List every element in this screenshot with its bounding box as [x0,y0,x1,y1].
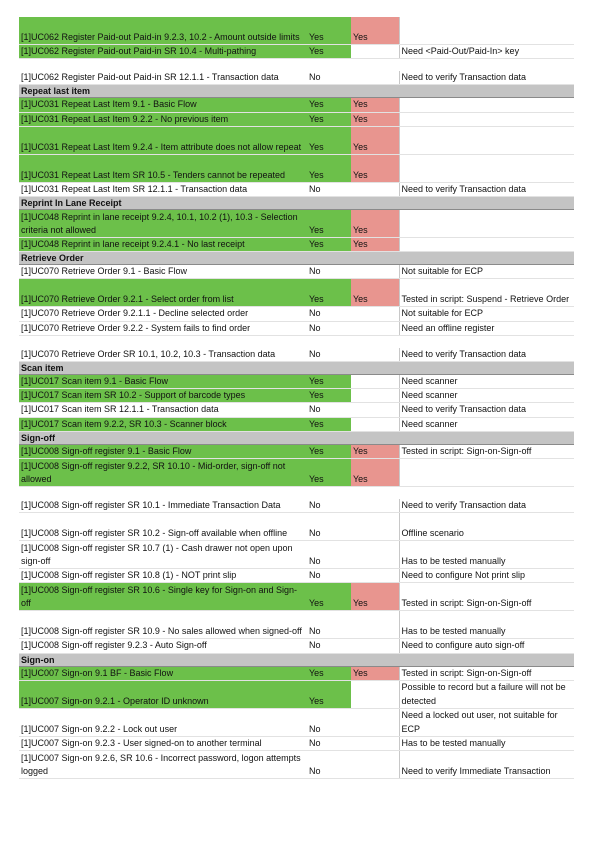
recorded-cell: No [307,321,351,335]
table-row [19,182,574,196]
table-row [19,499,574,513]
section-header-row [19,431,574,444]
table-row [19,321,574,335]
test-case-cell: [1]UC017 Scan item 9.2.2, SR 10.3 - Scanner block [19,417,307,431]
test-case-cell: [1]UC007 Sign-on 9.1 BF - Basic Flow [19,666,307,680]
recorded-cell: No [307,307,351,321]
section-title: Sign-on [19,653,574,666]
comment-cell [399,210,574,238]
recorded-cell: No [307,403,351,417]
table-row [19,541,574,569]
recorded-cell: No [307,639,351,653]
blank-cell [307,335,351,348]
passed-cell [351,182,399,196]
blank-cell [399,487,574,500]
table-row [19,444,574,458]
table-row [19,569,574,583]
comment-cell [399,238,574,252]
table-row [19,680,574,708]
recorded-cell: Yes [307,444,351,458]
recorded-cell: No [307,736,351,750]
comment-cell: Need to verify Transaction data [399,182,574,196]
recorded-cell: No [307,348,351,362]
passed-cell: Yes [351,154,399,182]
comment-cell: Need scanner [399,375,574,389]
passed-cell [351,45,399,59]
test-case-cell: [1]UC008 Sign-off register SR 10.1 - Immediate Transaction Data [19,499,307,513]
test-case-cell: [1]UC062 Register Paid-out Paid-in 9.2.3, 10.2 - Amount outside limits [19,17,307,45]
test-case-cell: [1]UC017 Scan item SR 12.1.1 - Transaction data [19,403,307,417]
table-row [19,17,574,45]
comment-cell: Need to verify Transaction data [399,403,574,417]
test-case-cell: [1]UC031 Repeat Last Item SR 10.5 - Tenders cannot be repeated [19,154,307,182]
table-row [19,583,574,611]
test-case-cell: [1]UC031 Repeat Last Item 9.1 - Basic Flow [19,98,307,112]
passed-cell [351,375,399,389]
test-case-cell: [1]UC007 Sign-on 9.2.2 - Lock out user [19,708,307,736]
section-header-row [19,252,574,265]
test-case-cell: [1]UC017 Scan item 9.1 - Basic Flow [19,375,307,389]
table-row [19,751,574,779]
blank-cell [19,59,307,72]
table-row [19,126,574,154]
comment-cell: Need <Paid-Out/Paid-In> key [399,45,574,59]
blank-cell [19,487,307,500]
recorded-cell: No [307,751,351,779]
passed-cell [351,307,399,321]
section-header-row [19,85,574,98]
passed-cell: Yes [351,238,399,252]
passed-cell [351,736,399,750]
test-case-cell: [1]UC008 Sign-off register 9.2.3 - Auto Sign-off [19,639,307,653]
table-row [19,389,574,403]
test-case-cell: [1]UC008 Sign-off register SR 10.9 - No sales allowed when signed-off [19,611,307,639]
comment-cell: Need scanner [399,389,574,403]
passed-cell [351,680,399,708]
passed-cell: Yes [351,444,399,458]
passed-cell [351,265,399,279]
test-case-cell: [1]UC070 Retrieve Order 9.2.2 - System fails to find order [19,321,307,335]
test-case-cell: [1]UC070 Retrieve Order 9.2.1.1 - Decline selected order [19,307,307,321]
test-case-cell: [1]UC007 Sign-on 9.2.6, SR 10.6 - Incorrect password, logon attempts logged [19,751,307,779]
test-case-cell: [1]UC007 Sign-on 9.2.3 - User signed-on to another terminal [19,736,307,750]
table-row [19,417,574,431]
test-case-cell: [1]UC008 Sign-off register SR 10.8 (1) - NOT print slip [19,569,307,583]
blank-row [19,335,574,348]
recorded-cell: Yes [307,389,351,403]
blank-cell [19,335,307,348]
recorded-cell: No [307,513,351,541]
passed-cell [351,541,399,569]
section-title: Reprint In Lane Receipt [19,197,574,210]
passed-cell: Yes [351,210,399,238]
recorded-cell: Yes [307,17,351,45]
passed-cell [351,71,399,85]
passed-cell: Yes [351,279,399,307]
passed-cell [351,569,399,583]
blank-cell [399,59,574,72]
comment-cell: Tested in script: Sign-on-Sign-off [399,583,574,611]
passed-cell [351,611,399,639]
passed-cell: Yes [351,98,399,112]
comment-cell: Need a locked out user, not suitable for ECP [399,708,574,736]
passed-cell [351,403,399,417]
passed-cell [351,639,399,653]
recorded-cell: Yes [307,98,351,112]
blank-cell [351,335,399,348]
comment-cell: Need to verify Immediate Transaction [399,751,574,779]
recorded-cell: Yes [307,459,351,487]
table-row [19,71,574,85]
section-header-row [19,653,574,666]
test-case-cell: [1]UC008 Sign-off register 9.1 - Basic Flow [19,444,307,458]
recorded-cell: No [307,708,351,736]
comment-cell [399,459,574,487]
table-row [19,639,574,653]
table-row [19,666,574,680]
recorded-cell: Yes [307,126,351,154]
test-case-cell: [1]UC048 Reprint in lane receipt 9.2.4, 10.1, 10.2 (1), 10.3 - Selection criteria not allowed [19,210,307,238]
recorded-cell: Yes [307,417,351,431]
table-row [19,708,574,736]
table-row [19,154,574,182]
recorded-cell: No [307,569,351,583]
comment-cell: Tested in script: Suspend - Retrieve Order [399,279,574,307]
comment-cell [399,98,574,112]
blank-cell [351,487,399,500]
test-case-cell: [1]UC008 Sign-off register SR 10.7 (1) - Cash drawer not open upon sign-off [19,541,307,569]
recorded-cell: Yes [307,583,351,611]
test-case-cell: [1]UC008 Sign-off register SR 10.6 - Single key for Sign-on and Sign-off [19,583,307,611]
passed-cell [351,417,399,431]
table-row [19,348,574,362]
comment-cell: Need to verify Transaction data [399,71,574,85]
passed-cell [351,499,399,513]
test-case-table [19,17,574,779]
passed-cell: Yes [351,459,399,487]
test-case-cell: [1]UC070 Retrieve Order 9.2.1 - Select order from list [19,279,307,307]
comment-cell: Need to verify Transaction data [399,499,574,513]
table-row [19,265,574,279]
blank-cell [399,335,574,348]
comment-cell [399,17,574,45]
passed-cell: Yes [351,112,399,126]
recorded-cell: No [307,541,351,569]
table-row [19,736,574,750]
table-row [19,210,574,238]
comment-cell: Tested in script: Sign-on-Sign-off [399,666,574,680]
test-case-cell: [1]UC048 Reprint in lane receipt 9.2.4.1 - No last receipt [19,238,307,252]
comment-cell: Has to be tested manually [399,611,574,639]
test-case-cell: [1]UC031 Repeat Last Item 9.2.4 - Item attribute does not allow repeat [19,126,307,154]
comment-cell: Need an offline register [399,321,574,335]
comment-cell: Not suitable for ECP [399,265,574,279]
test-case-cell: [1]UC062 Register Paid-out Paid-in SR 12.1.1 - Transaction data [19,71,307,85]
passed-cell: Yes [351,583,399,611]
blank-row [19,487,574,500]
recorded-cell: Yes [307,279,351,307]
table-row [19,45,574,59]
test-case-cell: [1]UC017 Scan item SR 10.2 - Support of barcode types [19,389,307,403]
blank-cell [307,487,351,500]
comment-cell: Tested in script: Sign-on-Sign-off [399,444,574,458]
test-case-cell: [1]UC062 Register Paid-out Paid-in SR 10.4 - Multi-pathing [19,45,307,59]
table-row [19,611,574,639]
section-title: Repeat last item [19,85,574,98]
recorded-cell: No [307,499,351,513]
table-row [19,403,574,417]
section-title: Retrieve Order [19,252,574,265]
passed-cell [351,321,399,335]
blank-row [19,59,574,72]
comment-cell: Need to verify Transaction data [399,348,574,362]
comment-cell: Offline scenario [399,513,574,541]
comment-cell: Possible to record but a failure will not be detected [399,680,574,708]
comment-cell [399,112,574,126]
passed-cell [351,708,399,736]
comment-cell: Not suitable for ECP [399,307,574,321]
table-row [19,375,574,389]
comment-cell: Need scanner [399,417,574,431]
passed-cell: Yes [351,126,399,154]
table-row [19,279,574,307]
section-header-row [19,197,574,210]
recorded-cell: No [307,182,351,196]
test-case-cell: [1]UC070 Retrieve Order SR 10.1, 10.2, 10.3 - Transaction data [19,348,307,362]
recorded-cell: Yes [307,680,351,708]
passed-cell [351,513,399,541]
recorded-cell: Yes [307,238,351,252]
table-row [19,513,574,541]
passed-cell: Yes [351,17,399,45]
test-case-cell: [1]UC031 Repeat Last Item 9.2.2 - No previous item [19,112,307,126]
section-title: Scan item [19,362,574,375]
comment-cell [399,126,574,154]
comment-cell: Need to configure auto sign-off [399,639,574,653]
comment-cell: Need to configure Not print slip [399,569,574,583]
section-title: Sign-off [19,431,574,444]
blank-cell [351,59,399,72]
comment-cell: Has to be tested manually [399,541,574,569]
section-header-row [19,362,574,375]
table-row [19,459,574,487]
table-row [19,238,574,252]
test-case-cell: [1]UC070 Retrieve Order 9.1 - Basic Flow [19,265,307,279]
recorded-cell: Yes [307,666,351,680]
recorded-cell: No [307,71,351,85]
recorded-cell: Yes [307,375,351,389]
passed-cell [351,751,399,779]
recorded-cell: No [307,265,351,279]
test-case-cell: [1]UC007 Sign-on 9.2.1 - Operator ID unknown [19,680,307,708]
table-body [19,17,574,779]
test-case-cell: [1]UC031 Repeat Last Item SR 12.1.1 - Transaction data [19,182,307,196]
recorded-cell: Yes [307,45,351,59]
table-row [19,112,574,126]
table-row [19,307,574,321]
recorded-cell: Yes [307,154,351,182]
test-case-cell: [1]UC008 Sign-off register SR 10.2 - Sign-off available when offline [19,513,307,541]
recorded-cell: Yes [307,112,351,126]
passed-cell [351,389,399,403]
recorded-cell: No [307,611,351,639]
passed-cell [351,348,399,362]
comment-cell [399,154,574,182]
table-row [19,98,574,112]
passed-cell: Yes [351,666,399,680]
recorded-cell: Yes [307,210,351,238]
test-case-cell: [1]UC008 Sign-off register 9.2.2, SR 10.10 - Mid-order, sign-off not allowed [19,459,307,487]
comment-cell: Has to be tested manually [399,736,574,750]
blank-cell [307,59,351,72]
